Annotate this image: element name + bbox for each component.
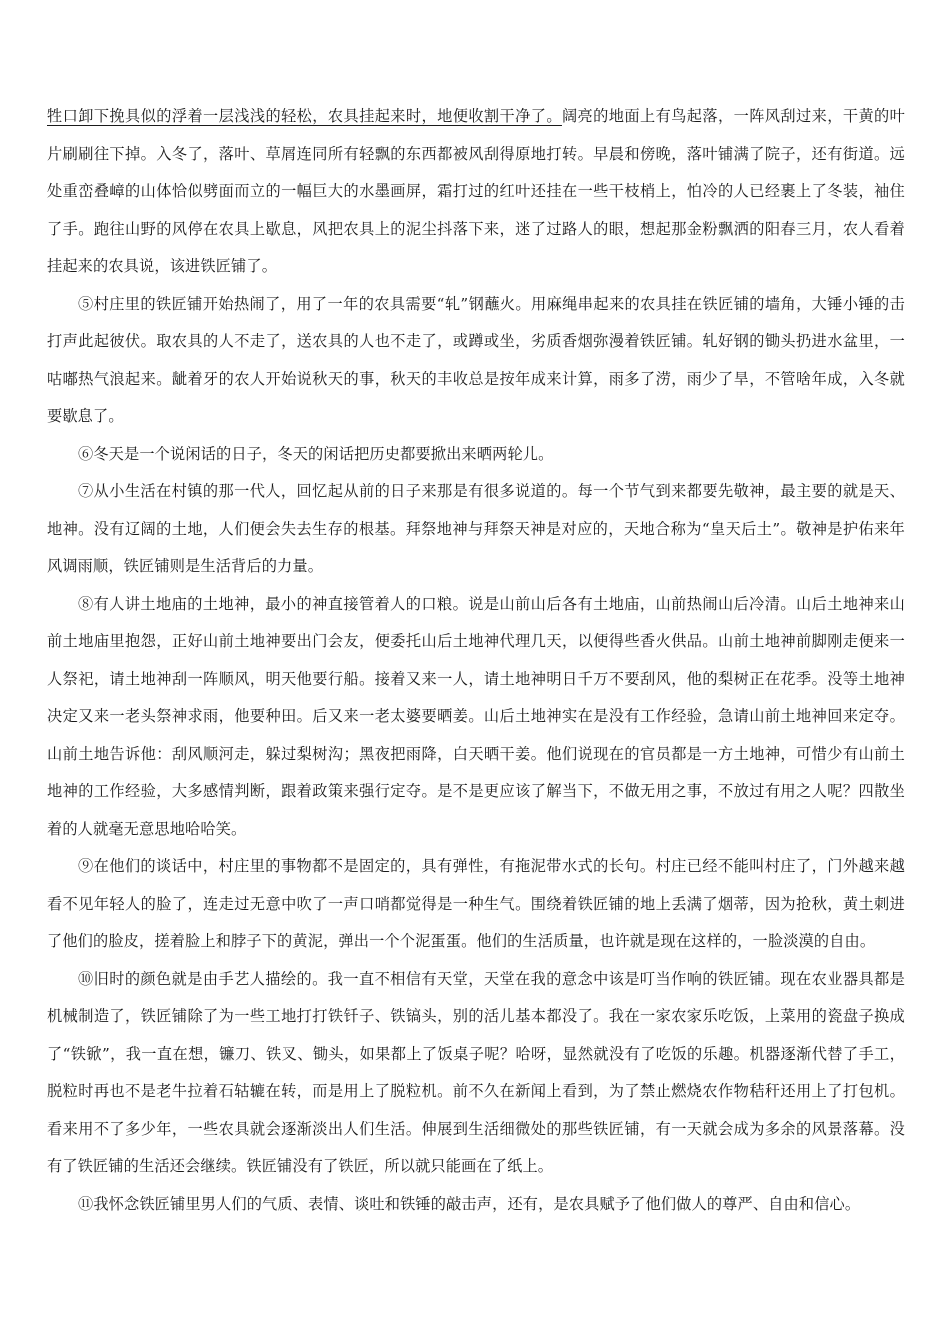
underlined-sentence: 牲口卸下挽具似的浮着一层浅浅的轻松，农具挂起来时，地便收割干净了。: [47, 107, 562, 125]
paragraph-10: ⑩旧时的颜色就是由手艺人描绘的。我一直不相信有天堂，天堂在我的意念中该是叮当作响的铁匠铺。现在农业器具都是机械制造了，铁匠铺除了为一些工地打打铁钎子、铁镐头，别的活儿基本都没了。我在一家农家乐吃饭，上菜用的瓷盘子换成了“铁锨”，我一直在想，镰刀、铁叉、锄头，如果都上了饭桌子呢？哈呀，显然就没有了吃饭的乐趣。机器逐渐代替了手工，脱粒时再也不是老牛拉着石轱辘在转，而是用上了脱粒机。前不久在新闻上看到，为了禁止燃烧农作物秸秆还用上了打包机。看来用不了多少年，一些农具就会逐渐淡出人们生活。伸展到生活细微处的那些铁匠铺，有一天就会成为多余的风景落幕。没有了铁匠铺的生活还会继续。铁匠铺没有了铁匠，所以就只能画在了纸上。: [47, 969, 905, 1175]
paragraph-9: ⑨在他们的谈话中，村庄里的事物都不是固定的，具有弹性，有拖泥带水式的长句。村庄已经不能叫村庄了，门外越来越看不见年轻人的脸了，连走过无意中吹了一声口哨都觉得是一种生气。围绕着铁匠铺的地上丢满了烟蒂，因为抢秋，黄土刺进了他们的脸皮，搓着脸上和脖子下的黄泥，弹出一个个泥蛋蛋。他们的生活质量，也许就是现在这样的，一脸淡漠的自由。: [47, 857, 905, 950]
paragraph-7: ⑦从小生活在村镇的那一代人，回忆起从前的日子来那是有很多说道的。每一个节气到来都要先敬神，最主要的就是天、地神。没有辽阔的土地，人们便会失去生存的根基。拜祭地神与拜祭天神是对应的，天地合称为“皇天后土”。敬神是护佑来年风调雨顺，铁匠铺则是生活背后的力量。: [47, 482, 905, 575]
paragraph-5: ⑤村庄里的铁匠铺开始热闹了，用了一年的农具需要“轧”钢蘸火。用麻绳串起来的农具挂在铁匠铺的墙角，大锤小锤的击打声此起彼伏。取农具的人不走了，送农具的人也不走了，或蹲或坐，劣质香烟弥漫着铁匠铺。轧好钢的锄头扔进水盆里，一咕嘟热气浪起来。龇着牙的农人开始说秋天的事，秋天的丰收总是按年成来计算，雨多了涝，雨少了旱，不管啥年成，入冬就要歇息了。: [47, 294, 905, 425]
paragraph-4: [47, 98, 905, 286]
paragraph-4-text: 阔亮的地面上有鸟起落，一阵风刮过来，干黄的叶片刷刷往下掉。入冬了，落叶、草屑连同所有轻飘的东西都被风刮得原地打转。早晨和傍晚，落叶铺满了院子，还有街道。远处重峦叠嶂的山体恰似劈面而立的一幅巨大的水墨画屏，霜打过的红叶还挂在一些干枝梢上，怕冷的人已经裹上了冬装，袖住了手。跑往山野的风停在农具上歇息，风把农具上的泥尘抖落下来，迷了过路人的眼，想起那金粉飘洒的阳春三月，农人看着挂起来的农具说，该进铁匠铺了。: [47, 107, 905, 275]
document-page: [47, 98, 905, 1223]
paragraph-8: ⑧有人讲土地庙的土地神，最小的神直接管着人的口粮。说是山前山后各有土地庙，山前热闹山后冷清。山后土地神来山前土地庙里抱怨，正好山前土地神要出门会友，便委托山后土地神代理几天，以便得些香火供品。山前土地神前脚刚走便来一人祭祀，请土地神刮一阵顺风，明天他要行船。接着又来一人，请土地神明日千万不要刮风，他的梨树正在花季。没等土地神决定又来一老头祭神求雨，他要种田。后又来一老太婆要晒姜。山后土地神实在是没有工作经验，急请山前土地神回来定夺。山前土地告诉他：刮风顺河走，躲过梨树沟；黑夜把雨降，白天晒干姜。他们说现在的官员都是一方土地神，可惜少有山前土地神的工作经验，大多感情判断，跟着政策来强行定夺。是不是更应该了解当下，不做无用之事，不放过有用之人呢？四散坐着的人就毫无意思地哈哈笑。: [47, 594, 905, 838]
paragraph-6: ⑥冬天是一个说闲话的日子，冬天的闲话把历史都要掀出来晒两轮儿。: [78, 444, 554, 463]
paragraph-11: ⑪我怀念铁匠铺里男人们的气质、表情、谈吐和铁锤的敲击声，还有，是农具赋予了他们做人的尊严、自由和信心。: [78, 1194, 861, 1213]
